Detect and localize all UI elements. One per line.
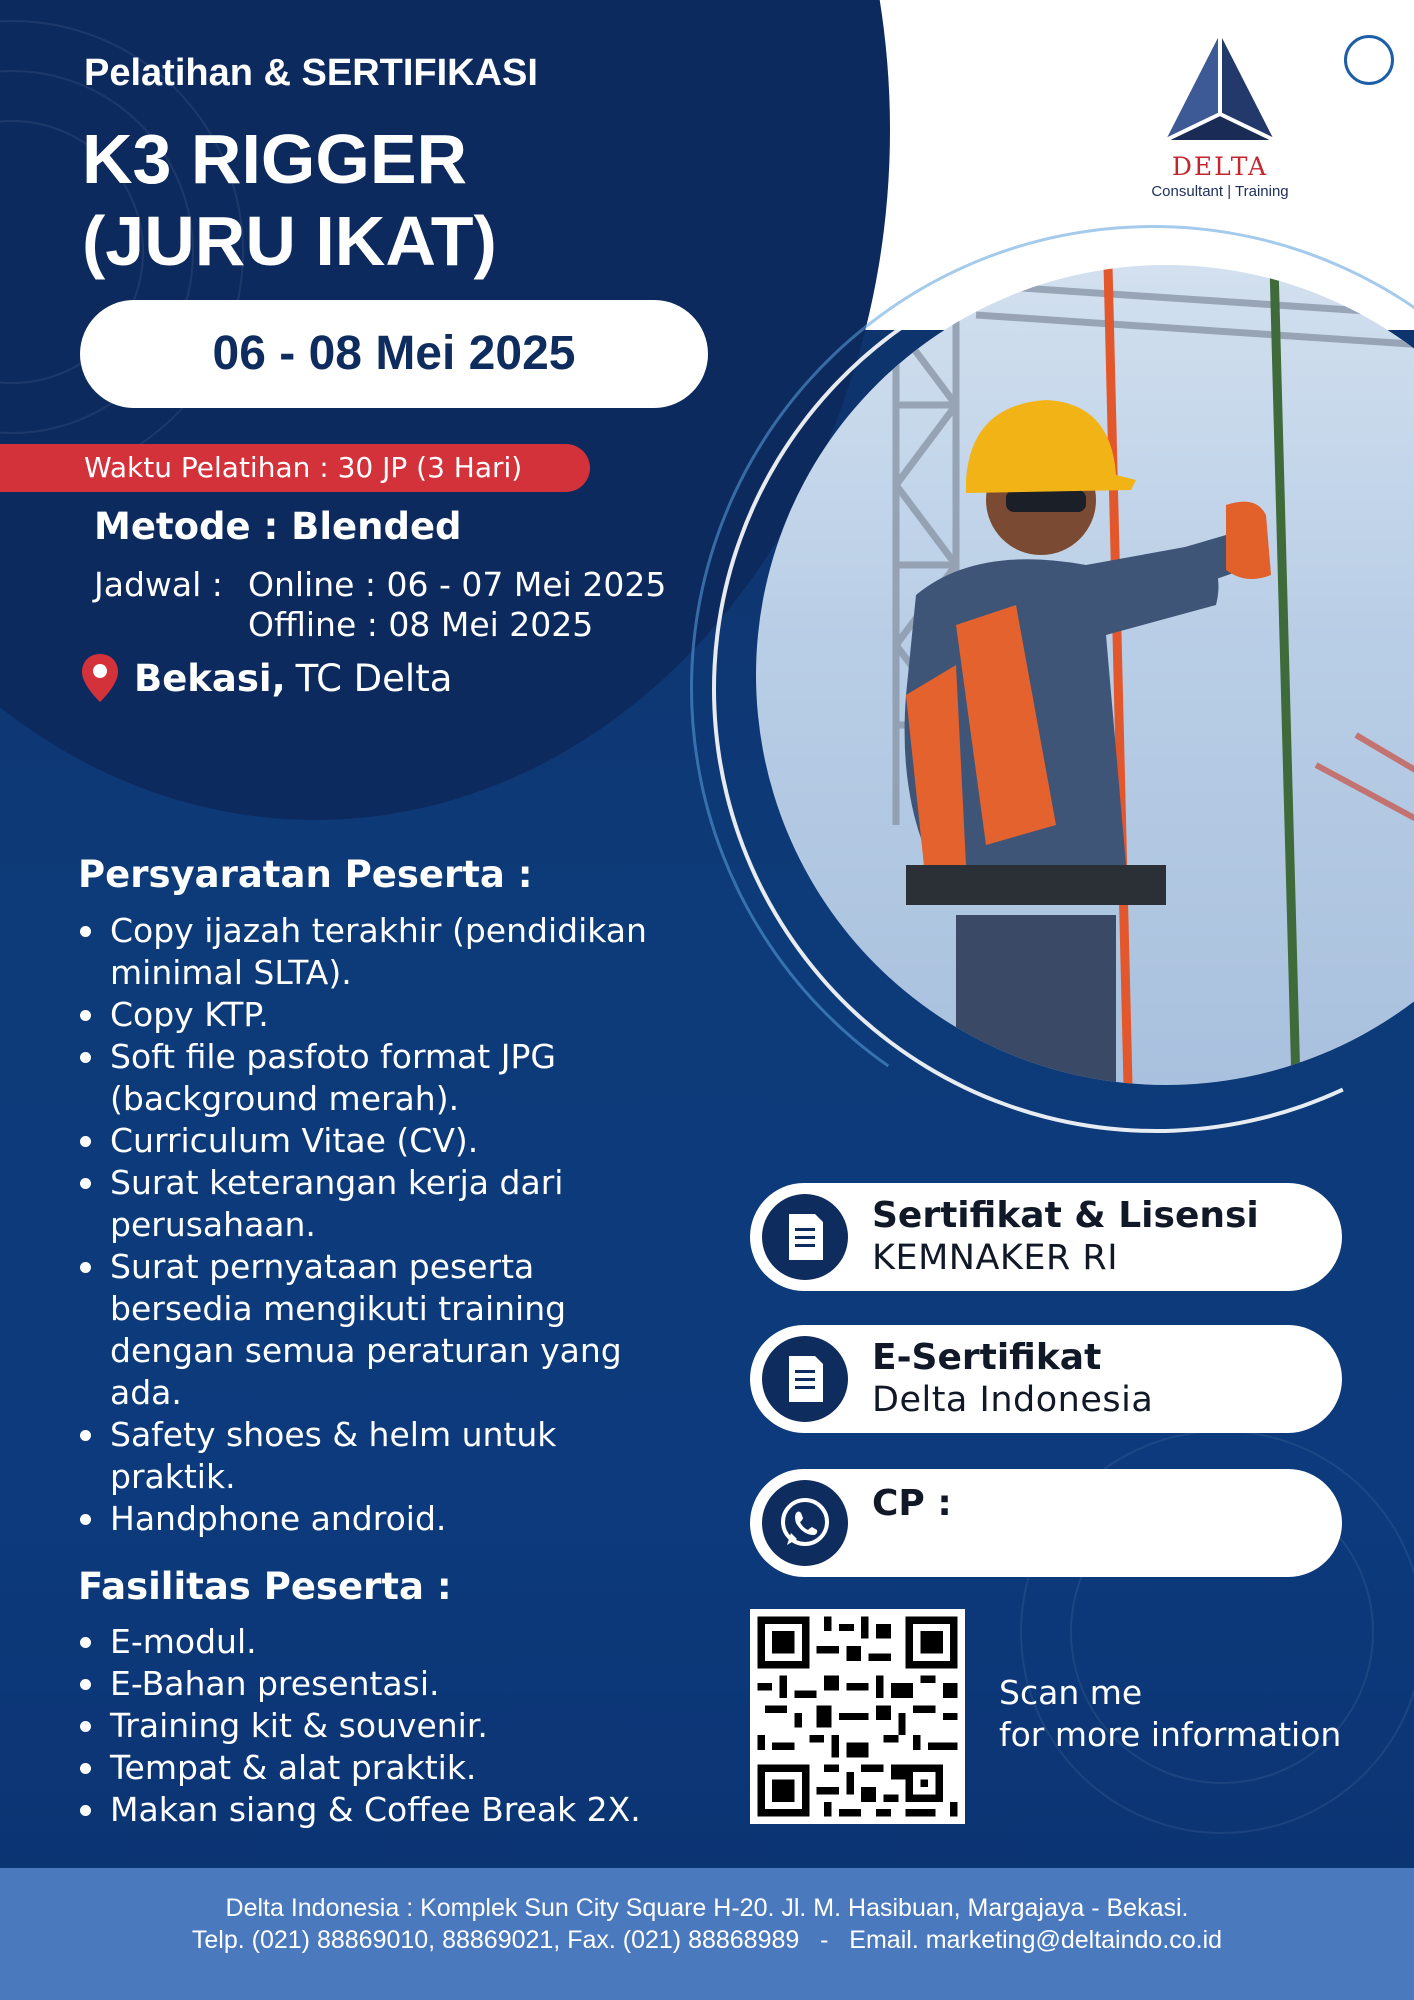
qr-caption: [999, 1672, 1341, 1756]
course-title: [82, 118, 497, 282]
delta-logo: [1130, 30, 1310, 200]
whatsapp-icon[interactable]: [762, 1480, 848, 1566]
training-method: Metode : Blended: [94, 505, 462, 548]
logo-tagline: Consultant | Training: [1151, 183, 1289, 200]
delta-triangle-icon: [1160, 30, 1280, 146]
decor-outline-circle: [1344, 35, 1394, 85]
document-icon: [762, 1194, 848, 1280]
certificate-card: [750, 1183, 1342, 1291]
location-place: TC Delta: [295, 656, 453, 700]
certificate-title: Sertifikat & Lisensi: [872, 1195, 1259, 1236]
contact-card: [750, 1469, 1342, 1577]
list-item: Makan siang & Coffee Break 2X.: [78, 1789, 698, 1831]
facilities-list: [78, 1621, 698, 1831]
list-item: Training kit & souvenir.: [78, 1705, 698, 1747]
list-item: Surat pernyataan peserta bersedia mengikuti training dengan semua peraturan yang ada.: [78, 1246, 630, 1414]
logo-name: DELTA: [1171, 152, 1269, 181]
qr-caption-line-2: for more information: [999, 1715, 1342, 1754]
location-city: Bekasi,: [134, 656, 286, 700]
qr-caption-line-1: Scan me: [999, 1673, 1143, 1712]
document-icon: [762, 1336, 848, 1422]
footer-contact: Telp. (021) 88869010, 88869021, Fax. (021) 88868989 - Email. marketing@deltaindo.co.id: [191, 1926, 1223, 1954]
list-item: E-Bahan presentasi.: [78, 1663, 698, 1705]
footer: [0, 1868, 1414, 2000]
e-certificate-issuer: Delta Indonesia: [872, 1380, 1154, 1420]
list-item: Copy KTP.: [78, 994, 678, 1036]
qr-code[interactable]: [750, 1609, 965, 1824]
contact-text: [872, 1483, 952, 1525]
certificate-text: [872, 1195, 1259, 1279]
requirements-list: [78, 910, 678, 1540]
schedule-label: Jadwal :: [94, 565, 223, 604]
list-item: Soft file pasfoto format JPG (background merah).: [78, 1036, 630, 1120]
list-item: Handphone android.: [78, 1498, 678, 1540]
list-item: E-modul.: [78, 1621, 698, 1663]
contact-title: CP :: [872, 1483, 952, 1524]
course-title-line-2: (JURU IKAT): [82, 202, 497, 280]
date-badge: 06 - 08 Mei 2025: [80, 300, 708, 408]
schedule-online: Online : 06 - 07 Mei 2025: [248, 565, 667, 604]
map-pin-icon: [80, 652, 120, 704]
footer-address: Delta Indonesia : Komplek Sun City Square H-20. Jl. M. Hasibuan, Margajaya - Bekasi.: [225, 1894, 1189, 1922]
e-certificate-card: [750, 1325, 1342, 1433]
e-certificate-title: E-Sertifikat: [872, 1337, 1102, 1378]
duration-banner: Waktu Pelatihan : 30 JP (3 Hari): [0, 444, 590, 492]
training-subtitle: Pelatihan & SERTIFIKASI: [84, 52, 538, 94]
e-certificate-text: [872, 1337, 1153, 1421]
list-item: Curriculum Vitae (CV).: [78, 1120, 678, 1162]
list-item: Surat keterangan kerja dari perusahaan.: [78, 1162, 630, 1246]
location: [80, 652, 452, 704]
list-item: Copy ijazah terakhir (pendidikan minimal SLTA).: [78, 910, 678, 994]
schedule-offline: Offline : 08 Mei 2025: [248, 605, 594, 644]
facilities-title: Fasilitas Peserta :: [78, 1565, 452, 1608]
course-title-line-1: K3 RIGGER: [82, 120, 468, 198]
requirements-title: Persyaratan Peserta :: [78, 853, 533, 896]
certificate-issuer: KEMNAKER RI: [872, 1238, 1119, 1278]
list-item: Safety shoes & helm untuk praktik.: [78, 1414, 630, 1498]
list-item: Tempat & alat praktik.: [78, 1747, 698, 1789]
